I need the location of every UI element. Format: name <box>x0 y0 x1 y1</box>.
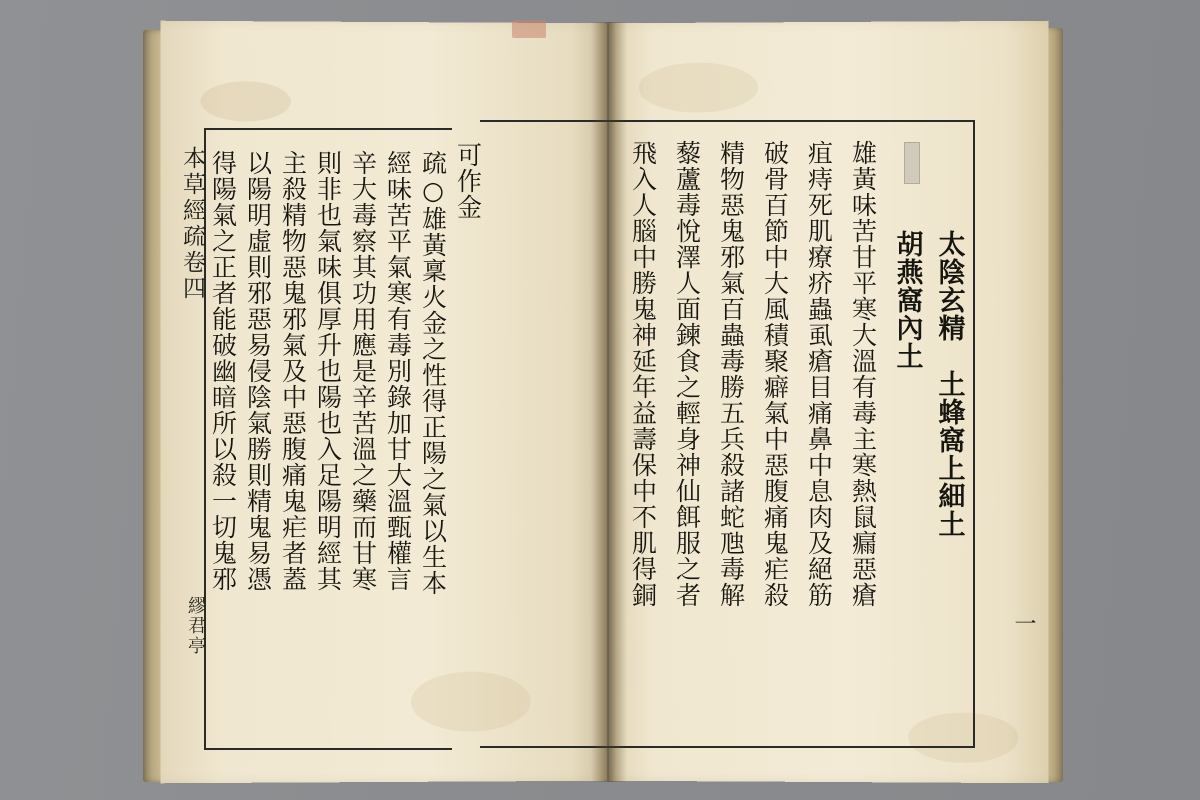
right-page-column-4: 精物惡鬼邪氣百蟲毒勝五兵殺諸蛇虺毒解 <box>716 140 746 608</box>
right-page-column-3: 破骨百節中大風積聚癖氣中惡腹痛鬼疟殺 <box>760 140 790 608</box>
page-number: 一 <box>1011 612 1036 634</box>
paper-patch <box>904 142 920 184</box>
right-page-heading-1: 太陰玄精 土蜂窩上細土 <box>933 230 965 538</box>
right-page-column-2: 疽痔死肌療疥蟲虱瘡目痛鼻中息肉及絕筋 <box>804 140 834 608</box>
paper-stain <box>639 62 759 112</box>
right-page-column-1: 雄黃味苦甘平寒大溫有毒主寒熱鼠瘺惡瘡 <box>848 140 878 608</box>
left-page-column-7: 得陽氣之正者能破幽暗所以殺一切鬼邪 <box>208 150 238 592</box>
book-title-spine-label: 本草經疏卷四 <box>179 146 205 302</box>
paper-stain <box>201 81 291 121</box>
left-page-column-5: 主殺精物惡鬼邪氣及中惡腹痛鬼疟者蓋 <box>278 150 308 592</box>
left-page-column-4: 則非也氣味俱厚升也陽也入足陽明經其 <box>313 150 343 592</box>
red-ink-smudge <box>512 20 546 38</box>
right-page-column-5: 藜蘆毒悅澤人面鍊食之輕身神仙餌服之者 <box>672 140 702 608</box>
left-page-column-6: 以陽明虛則邪惡易侵陰氣勝則精鬼易憑 <box>243 150 273 592</box>
left-page-column-1: 疏○雄黃稟火金之性得正陽之氣以生本 <box>418 150 448 596</box>
left-page-column-2: 經味苦平氣寒有毒別錄加甘大溫甄權言 <box>383 150 413 592</box>
left-page-heading: 可作金 <box>453 142 483 220</box>
right-page-column-6: 飛入人腦中勝鬼神延年益壽保中不肌得銅 <box>628 140 658 608</box>
right-page-heading-2: 胡燕窩內土 <box>891 230 923 370</box>
author-name-label: 繆君亭 <box>185 596 206 656</box>
left-page-column-3: 辛大毒察其功用應是辛苦溫之藥而甘寒 <box>348 150 378 592</box>
